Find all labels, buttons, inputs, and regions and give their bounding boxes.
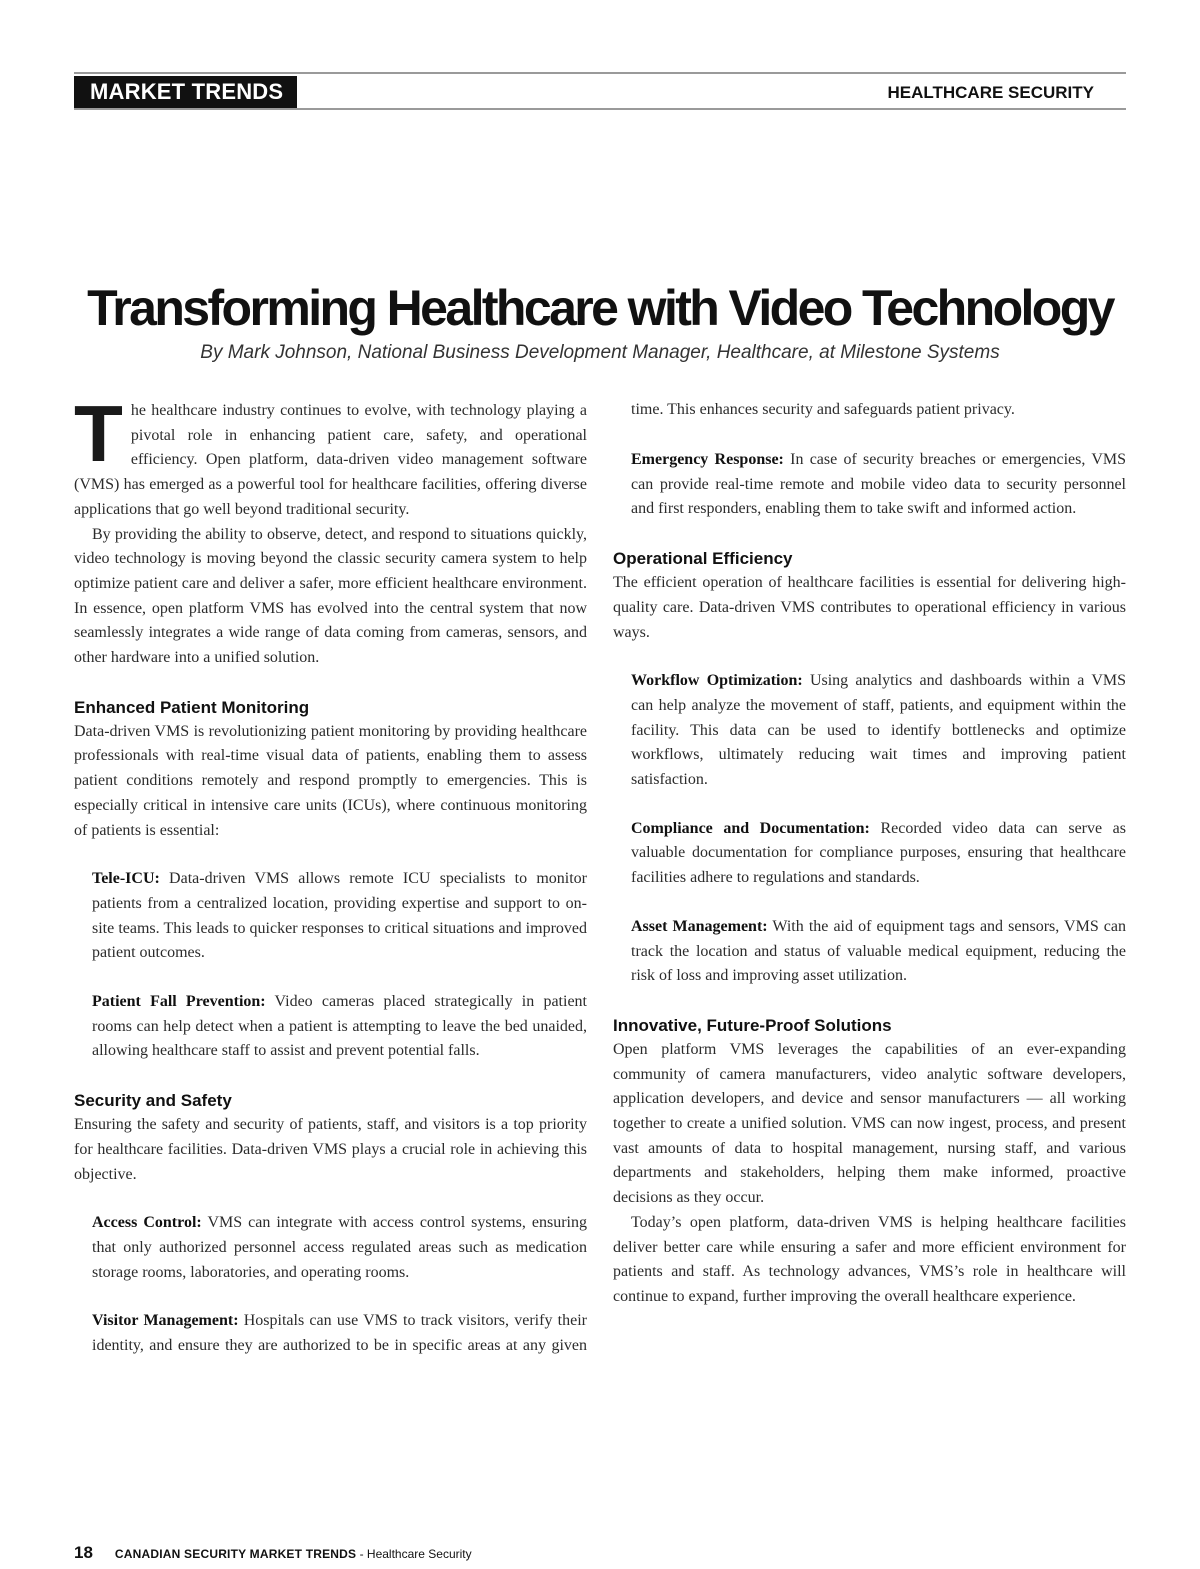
visitor-management-continued [631,399,1126,424]
workflow-text: Using analytics and dashboards within a VMS can help analyze the movement of staff, patients, and equipment within the facility. This data can be used to identify bottlenecks and optimize workflows, ultimately reducing wait times and improving patient satisfaction. [631,672,1126,789]
emergency-response-text: In case of security breaches or emergencies, VMS can provide real-time remote and mobile video data to security personnel and first responders, enabling them to take swift and informed action. [631,451,1127,518]
page-header [74,72,1126,110]
security-body: Ensuring the safety and security of patients, staff, and visitors is a top priority for healthcare facilities. Data-driven VMS plays a crucial role in achieving this objective. [74,1116,587,1183]
section-label: MARKET TRENDS [74,76,297,108]
compliance-item [631,817,1126,891]
visitor-management-item [92,1309,587,1359]
footer-section: - Healthcare Security [356,1547,472,1561]
visitor-management-continued-text [631,399,1126,423]
topic-label: HEALTHCARE SECURITY [887,83,1094,102]
intro-text: he healthcare industry continues to evolve, with technology playing a pivotal role in enhancing patient care, safety, and operational efficiency. Open platform, data-driven video management software (VMS) has emerged as a powerful tool for healthcare facilities, offering diverse applications that go well beyond traditional security. [74,402,587,518]
efficiency-body: The efficient operation of healthcare facilities is essential for delivering high-quality care. Data-driven VMS contributes to operational efficiency in various ways. [613,574,1126,641]
monitoring-body: Data-driven VMS is revolutionizing patient monitoring by providing healthcare professionals with real-time visual data of patients, enabling them to assess patient conditions remotely and respond promptly to emergencies. This is especially critical in intensive care units (ICUs), where continuous monitoring of patients is essential: [74,722,587,839]
heading-future-proof: Innovative, Future-Proof Solutions [613,1015,892,1035]
intro-paragraph-2: By providing the ability to observe, detect, and respond to situations quickly, video technology is moving beyond the classic security camera system to help optimize patient care and deliver a safer, more efficient healthcare environment. In essence, open platform VMS has evolved into the central system that now seamlessly integrates a wide range of data coming from cameras, sensors, and other hardware into a unified solution. [74,525,587,667]
tele-icu-text: Data-driven VMS allows remote ICU specialists to monitor patients from a centralized location, providing expertise and support to on-site teams. This leads to quicker responses to critical situations and improved patient outcomes. [92,870,587,962]
fall-prevention-text: Video cameras placed strategically in patient rooms can help detect when a patient is attempting to leave the bed unaided, allowing healthcare staff to assist and prevent potential falls. [92,993,587,1060]
access-control-label: Access Control: [92,1214,202,1232]
intro-paragraph [74,389,587,523]
right-column [613,399,1126,1310]
tele-icu-item [92,867,587,966]
future-body-1: Open platform VMS leverages the capabilities of an ever-expanding community of camera manufacturers, video analytic software developers, application developers, and device and sensor manufacturers — all working together to create a unified solution. VMS can now ingest, process, and present vast amounts of data to hospital management, nursing staff, and various departments and stakeholders, helping them make informed, proactive decisions as they occur. [613,1040,1126,1207]
visitor-management-label: Visitor Management: [92,1312,239,1330]
heading-operational-efficiency: Operational Efficiency [613,549,793,569]
asset-text: With the aid of equipment tags and sensors, VMS can track the location and status of valuable medical equipment, reducing the risk of loss and improving asset utilization. [631,917,1126,985]
fall-prevention-label: Patient Fall Prevention: [92,993,266,1011]
article-title: Transforming Healthcare with Video Technology [87,280,1113,336]
page-number: 18 [74,1543,93,1562]
visitor-management-text-repeat: time. This enhances security and safeguards patient privacy. [631,401,1015,419]
visitor-management-text: Hospitals can use VMS to track visitors, verify their identity, and ensure they are authorized to be in specific areas at any given [92,1312,587,1355]
compliance-label: Compliance and Documentation: [631,819,870,837]
left-column [74,389,587,1359]
fall-prevention-item [92,990,587,1064]
asset-item [631,915,1126,989]
access-control-text: VMS can integrate with access control systems, ensuring that only authorized personnel access regulated areas such as medication storage rooms, laboratories, and operating rooms. [92,1214,587,1281]
heading-security-safety: Security and Safety [74,1091,232,1111]
heading-patient-monitoring: Enhanced Patient Monitoring [74,697,310,717]
article-byline: By Mark Johnson, National Business Development Manager, Healthcare, at Milestone Systems [200,342,1000,363]
publication-name: CANADIAN SECURITY MARKET TRENDS [114,1547,357,1561]
asset-label: Asset Management: [631,917,768,935]
compliance-text: Recorded video data can serve as valuable documentation for compliance purposes, ensuring that healthcare facilities adhere to regulations and standards. [631,819,1126,887]
workflow-item [631,669,1126,793]
future-body-2: Today’s open platform, data-driven VMS is helping healthcare facilities deliver better care while ensuring a safer and more efficient environment for patients and staff. As technology advances, VMS’s role in healthcare will continue to expand, further improving the overall healthcare experience. [613,1213,1126,1305]
drop-cap: T [74,389,123,478]
page-footer [74,1543,472,1569]
emergency-response-label: Emergency Response: [631,451,784,468]
tele-icu-label: Tele-ICU: [92,870,160,888]
access-control-item [92,1211,587,1285]
emergency-response-item [631,448,1126,522]
workflow-label: Workflow Optimization: [631,672,803,690]
